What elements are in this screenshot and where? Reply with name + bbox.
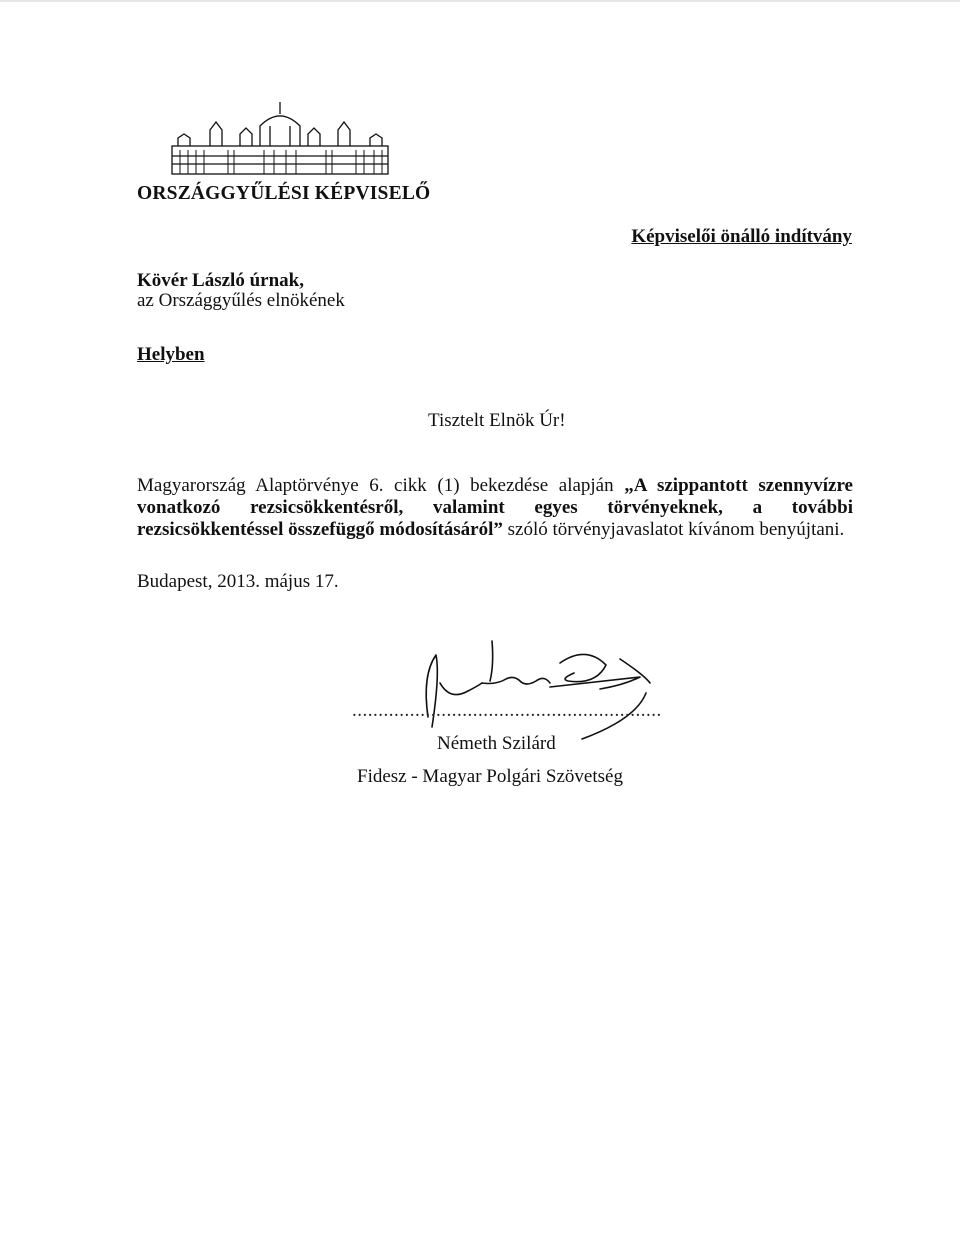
doc-type-heading: Képviselői önálló indítvány [631,226,852,247]
handwritten-signature [410,635,660,745]
recipient-role: az Országgyűlés elnökének [137,290,345,311]
body-intro: Magyarország Alaptörvénye 6. cikk (1) bekezdése alapján [137,475,625,496]
recipient-location: Helyben [137,344,205,365]
top-edge-line [0,0,960,2]
body-paragraph [137,475,853,541]
signer-name: Németh Szilárd [437,733,556,754]
bill-title: „A szippantott szennyvízre vonatkozó rezsicsökkentésről, valamint egyes törvényeknek, a további rezsicsökkentéssel összefüggő módosításáról” [137,475,853,540]
salutation: Tisztelt Elnök Úr! [428,410,566,431]
signature-dots: ........................................................... [352,700,662,721]
org-title: ORSZÁGGYŰLÉSI KÉPVISELŐ [137,183,431,204]
signer-party: Fidesz - Magyar Polgári Szövetség [357,766,623,787]
body-outro: szóló törvényjavaslatot kívánom benyújtani. [502,519,845,540]
recipient-name: Kövér László úrnak, [137,270,304,291]
parliament-logo [170,100,390,180]
date-line: Budapest, 2013. május 17. [137,571,339,592]
